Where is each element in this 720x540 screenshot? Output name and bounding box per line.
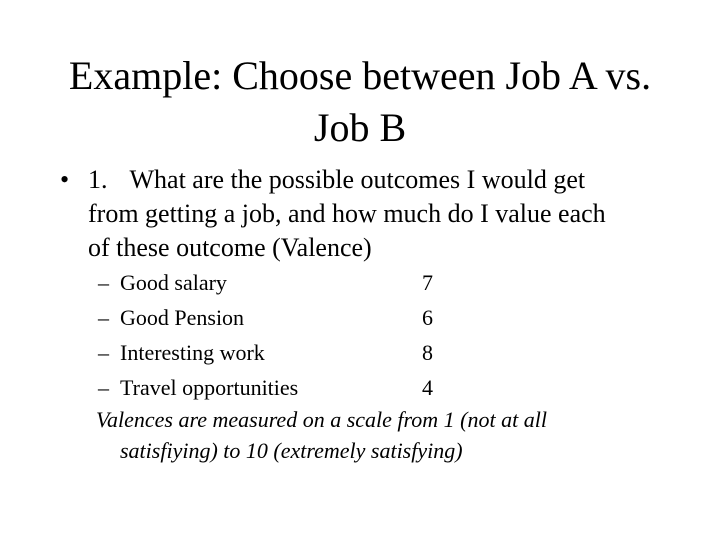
bullet-line-3: of these outcome (Valence) [88, 233, 372, 262]
outcome-row-good-salary [98, 265, 498, 300]
outcome-row-travel-opportunities [98, 370, 498, 405]
bullet-line-2: from getting a job, and how much do I value each [88, 199, 606, 228]
outcome-list [98, 265, 498, 405]
outcome-label: Good Pension [120, 305, 245, 330]
outcome-valence: 8 [422, 340, 433, 365]
note-line-2: satisfiying) to 10 (extremely satisfying) [120, 438, 463, 463]
title-line-1: Example: Choose between Job A vs. [68, 53, 652, 98]
bullet-line-1-text: What are the possible outcomes I would get [129, 165, 586, 194]
title-line-2: Job B [313, 105, 407, 150]
outcome-label: Good salary [120, 270, 227, 295]
slide-title [30, 50, 690, 154]
outcome-dash: – [98, 375, 109, 400]
outcome-dash: – [98, 340, 109, 365]
outcome-valence: 4 [422, 375, 433, 400]
valence-scale-note [96, 404, 656, 466]
outcome-label: Travel opportunities [120, 375, 299, 400]
bullet-line-1 [88, 163, 678, 197]
outcome-dash: – [98, 270, 109, 295]
outcome-dash: – [98, 305, 109, 330]
note-line-1: Valences are measured on a scale from 1 (not at all [96, 407, 547, 432]
bullet-symbol: • [60, 165, 70, 194]
outcome-valence: 6 [422, 305, 433, 330]
outcome-label: Interesting work [120, 340, 265, 365]
outcome-row-interesting-work [98, 335, 498, 370]
outcome-valence: 7 [422, 270, 433, 295]
bullet-number: 1. [88, 165, 108, 194]
bullet-text [88, 163, 678, 265]
outcome-row-good-pension [98, 300, 498, 335]
